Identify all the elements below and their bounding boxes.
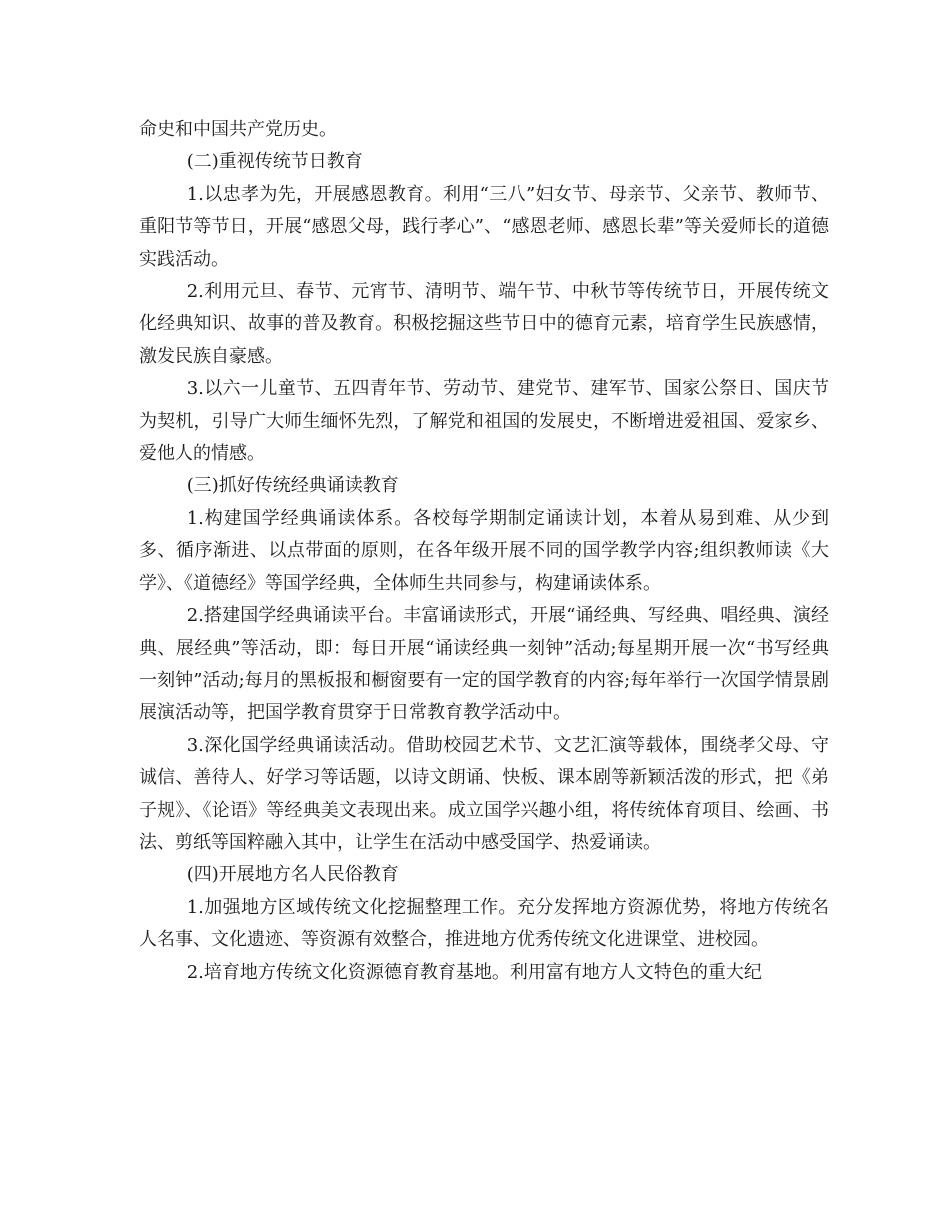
document-body <box>139 114 829 989</box>
paragraph: 3.深化国学经典诵读活动。借助校园艺术节、文艺汇演等载体，围绕孝父母、守诚信、善待人、好学习等话题，以诗文朗诵、快板、课本剧等新颖活泼的形式，把《弟子规》、《论语》等经典美文表现出来。成立国学兴趣小组，将传统体育项目、绘画、书法、剪纸等国粹融入其中，让学生在活动中感受国学、热爱诵读。 <box>139 734 829 853</box>
paragraph: 1.加强地方区域传统文化挖掘整理工作。充分发挥地方资源优势，将地方传统名人名事、文化遗迹、等资源有效整合，推进地方优秀传统文化进课堂、进校园。 <box>139 896 829 951</box>
paragraph: 2.搭建国学经典诵读平台。丰富诵读形式，开展“诵经典、写经典、唱经典、演经典、展经典”等活动，即：每日开展“诵读经典一刻钟”活动;每星期开展一次“书写经典一刻钟”活动;每月的黑板报和橱窗要有一定的国学教育的内容;每年举行一次国学情景剧展演活动等，把国学教育贯穿于日常教育教学活动中。 <box>139 605 829 724</box>
section-heading: (三)抓好传统经典诵读教育 <box>186 475 399 497</box>
paragraph: 3.以六一儿童节、五四青年节、劳动节、建党节、建军节、国家公祭日、国庆节为契机，引导广大师生缅怀先烈，了解党和祖国的发展史，不断增进爱祖国、爱家乡、爱他人的情感。 <box>139 378 829 465</box>
section-heading: (二)重视传统节日教育 <box>186 151 363 173</box>
paragraph: 1.以忠孝为先，开展感恩教育。利用“三八”妇女节、母亲节、父亲节、教师节、重阳节等节日，开展“感恩父母，践行孝心”、“感恩老师、感恩长辈”等关爱师长的道德实践活动。 <box>139 183 829 270</box>
paragraph: 2.利用元旦、春节、元宵节、清明节、端午节、中秋节等传统节日，开展传统文化经典知识、故事的普及教育。积极挖掘这些节日中的德育元素，培育学生民族感情，激发民族自豪感。 <box>139 281 829 367</box>
paragraph: 命史和中国共产党历史。 <box>139 119 337 140</box>
paragraph: 2.培育地方传统文化资源德育教育基地。利用富有地方人文特色的重大纪 <box>186 961 762 983</box>
section-heading: (四)开展地方名人民俗教育 <box>186 864 399 886</box>
paragraph: 1.构建国学经典诵读体系。各校每学期制定诵读计划，本着从易到难、从少到多、循序渐进、以点带面的原则，在各年级开展不同的国学教学内容;组织教师读《大学》、《道德经》等国学经典，全体师生共同参与，构建诵读体系。 <box>139 507 829 594</box>
